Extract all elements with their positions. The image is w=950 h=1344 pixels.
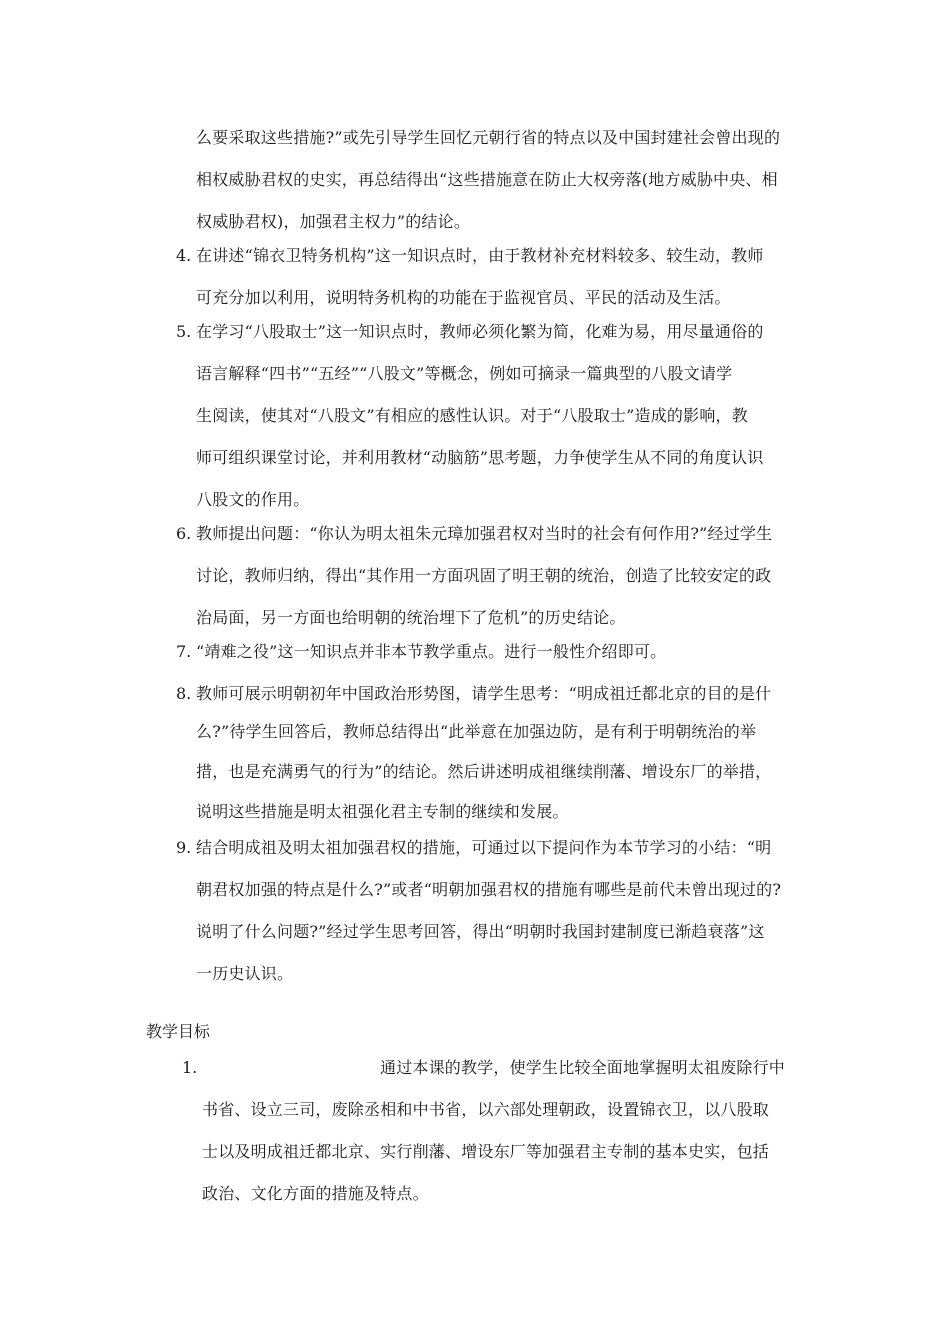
item-line: 在讲述“锦衣卫特务机构”这一知识点时，由于教材补充材料较多、较生动，教师 [196,246,764,265]
item-line: 结合明成祖及明太祖加强君权的措施，可通过以下提问作为本节学习的小结：“明 [196,838,772,857]
item-line: 语言解释“四书”“五经”“八股文”等概念，例如可摘录一篇典型的八股文请学 [196,364,733,383]
continuation-line: 相权威胁君权的史实，再总结得出“这些措施意在防止大权旁落(地方威胁中央、相 [196,170,778,189]
item-line: 教师可展示明朝初年中国政治形势图，请学生思考：“明成祖迁都北京的目的是什 [196,684,772,703]
goal-line: 士以及明成祖迁都北京、实行削藩、增设东厂等加强君主专制的基本史实，包括 [202,1142,770,1161]
item-line: 师可组织课堂讨论，并利用教材“动脑筋”思考题，力争使学生从不同的角度认识 [196,448,764,467]
item-number: 5. [176,322,192,341]
item-number: 4. [176,246,192,265]
item-line: 教师提出问题：“你认为明太祖朱元璋加强君权对当时的社会有何作用?”经过学生 [196,524,773,543]
section-title: 教学目标 [146,1022,211,1041]
item-line: 措，也是充满勇气的行为”的结论。然后讲述明成祖继续削藩、增设东厂的举措， [196,762,772,781]
item-line: 八股文的作用。 [196,490,310,509]
item-number: 6. [176,524,192,543]
item-line: 讨论，教师归纳，得出“其作用一方面巩固了明王朝的统治，创造了比较安定的政 [196,566,772,585]
goal-line: 书省、设立三司，废除丞相和中书省，以六部处理朝政，设置锦衣卫，以八股取 [202,1100,770,1119]
item-line: 朝君权加强的特点是什么?”或者“明朝加强君权的措施有哪些是前代未曾出现过的? [196,880,782,899]
continuation-line: 权威胁君权)，加强君主权力”的结论。 [196,212,471,231]
goal-number: 1. [182,1058,198,1077]
continuation-line: 么要采取这些措施?”或先引导学生回忆元朝行省的特点以及中国封建社会曾出现的 [196,128,781,147]
item-line: 在学习“八股取士”这一知识点时，教师必须化繁为简，化难为易，用尽量通俗的 [196,322,764,341]
item-number: 7. [176,642,192,661]
item-line: 可充分加以利用，说明特务机构的功能在于监视官员、平民的活动及生活。 [196,288,731,307]
item-line: 说明了什么问题?”经过学生思考回答，得出“明朝时我国封建制度已渐趋衰落”这 [196,922,765,941]
item-line: “靖难之役”这一知识点并非本节教学重点。进行一般性介绍即可。 [196,642,667,661]
item-line: 治局面，另一方面也给明朝的统治埋下了危机”的历史结论。 [196,608,626,627]
goal-line: 政治、文化方面的措施及特点。 [202,1184,429,1203]
item-line: 说明这些措施是明太祖强化君主专制的继续和发展。 [196,802,569,821]
item-number: 9. [176,838,192,857]
item-line: 么?”待学生回答后，教师总结得出“此举意在加强边防，是有利于明朝统治的举 [196,722,757,741]
item-number: 8. [176,684,192,703]
item-line: 一历史认识。 [196,964,294,983]
goal-line: 通过本课的教学，使学生比较全面地掌握明太祖废除行中 [380,1058,786,1077]
item-line: 生阅读，使其对“八股文”有相应的感性认识。对于“八股取士”造成的影响，教 [196,406,748,425]
